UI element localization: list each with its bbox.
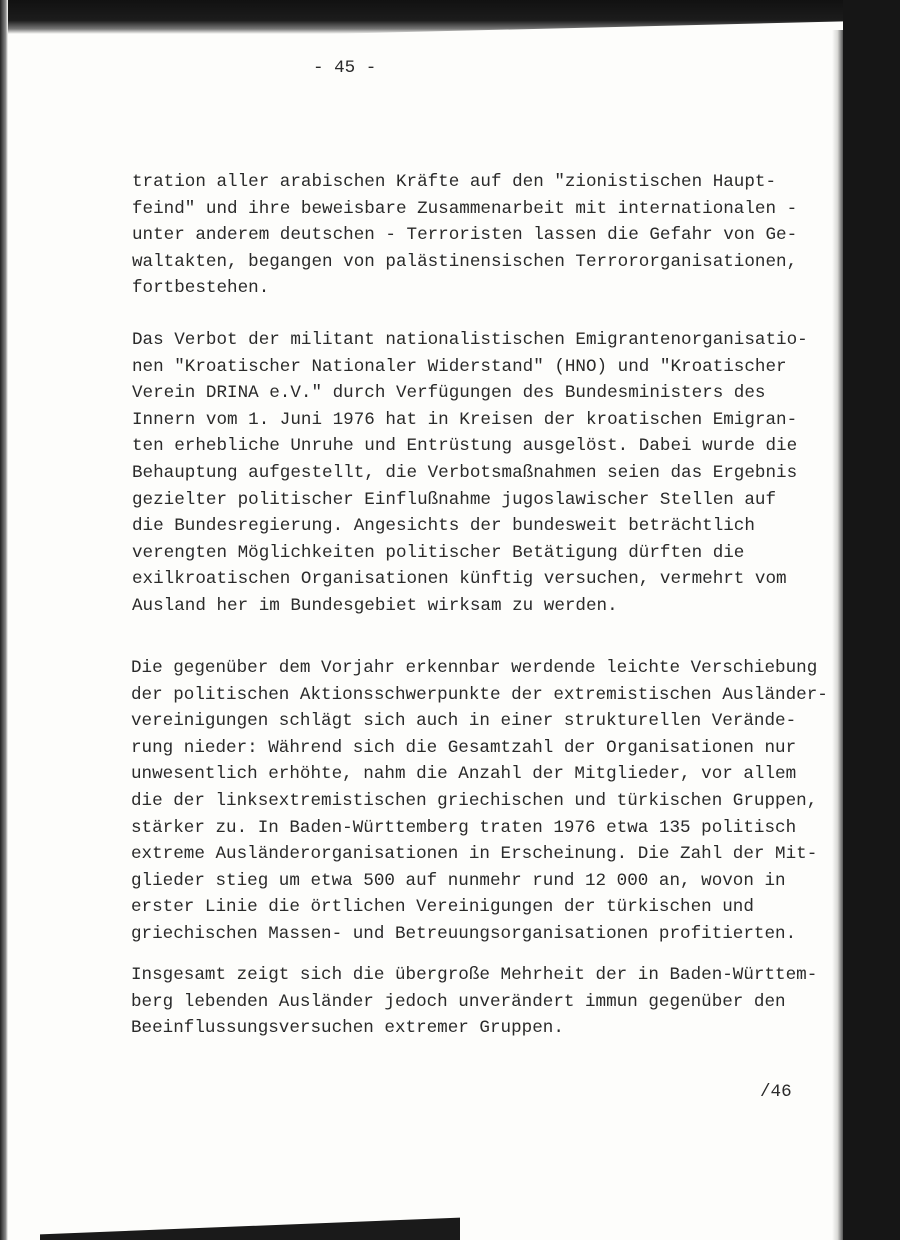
text-line: vereinigungen schlägt sich auch in einer strukturellen Verände-: [131, 711, 797, 732]
text-line: nen "Kroatischer Nationaler Widerstand" (HNO) und "Kroatischer: [132, 356, 787, 377]
continuation-page-marker: /46: [760, 1082, 792, 1102]
text-line: berg lebenden Ausländer jedoch unverändert immun gegenüber den: [131, 991, 786, 1012]
text-line: extreme Ausländerorganisationen in Erscheinung. Die Zahl der Mit-: [131, 844, 818, 865]
scan-border-right: [843, 0, 900, 1240]
text-line: stärker zu. In Baden-Württemberg traten 1976 etwa 135 politisch: [131, 817, 797, 838]
text-line: glieder stieg um etwa 500 auf nunmehr rund 12 000 an, wovon in: [131, 870, 786, 891]
text-line: unter anderem deutschen - Terroristen lassen die Gefahr von Ge-: [132, 225, 798, 246]
text-line: Insgesamt zeigt sich die übergroße Mehrheit der in Baden-Württem-: [131, 965, 818, 985]
text-line: feind" und ihre beweisbare Zusammenarbeit mit internationalen -: [132, 198, 798, 219]
paragraph-1: [132, 169, 797, 302]
text-line: die Bundesregierung. Angesichts der bundesweit beträchtlich: [132, 516, 755, 537]
text-line: unwesentlich erhöhte, nahm die Anzahl der Mitglieder, vor allem: [131, 764, 797, 785]
text-line: tration aller arabischen Kräfte auf den "zionistischen Haupt-: [132, 172, 777, 192]
scan-page-edge-right: [832, 30, 843, 1240]
paragraph-3: [131, 655, 828, 948]
text-line: rung nieder: Während sich die Gesamtzahl der Organisationen nur: [131, 737, 797, 758]
text-line: erster Linie die örtlichen Vereinigungen der türkischen und: [131, 897, 754, 918]
page-number: - 45 -: [313, 58, 377, 78]
text-line: ten erhebliche Unruhe und Entrüstung ausgelöst. Dabei wurde die: [132, 436, 798, 457]
text-line: Ausland her im Bundesgebiet wirksam zu werden.: [132, 595, 618, 616]
text-line: griechischen Massen- und Betreuungsorganisationen profitierten.: [131, 923, 797, 944]
text-line: Das Verbot der militant nationalistischen Emigrantenorganisatio-: [132, 330, 808, 350]
text-line: die der linksextremistischen griechischen und türkischen Gruppen,: [131, 790, 818, 811]
text-line: der politischen Aktionsschwerpunkte der extremistischen Ausländer-: [131, 684, 828, 705]
text-line: waltakten, begangen von palästinensischen Terrororganisationen,: [132, 251, 798, 272]
text-line: fortbestehen.: [132, 278, 270, 299]
text-line: Die gegenüber dem Vorjahr erkennbar werdende leichte Verschiebung: [131, 658, 818, 678]
text-line: gezielter politischer Einflußnahme jugoslawischer Stellen auf: [132, 489, 777, 510]
text-line: Verein DRINA e.V." durch Verfügungen des Bundesministers des: [132, 383, 766, 404]
scan-border-bottom: [40, 1212, 460, 1240]
paragraph-2: [132, 327, 808, 620]
paragraph-4: [131, 962, 817, 1042]
text-line: Beeinflussungsversuchen extremer Gruppen.: [131, 1018, 564, 1039]
scan-border-left: [0, 0, 8, 1240]
text-line: exilkroatischen Organisationen künftig versuchen, vermehrt vom: [132, 569, 787, 590]
text-line: verengten Möglichkeiten politischer Betätigung dürften die: [132, 542, 745, 563]
text-line: Behauptung aufgestellt, die Verbotsmaßnahmen seien das Ergebnis: [132, 462, 798, 483]
text-line: Innern vom 1. Juni 1976 hat in Kreisen der kroatischen Emigran-: [132, 409, 798, 430]
